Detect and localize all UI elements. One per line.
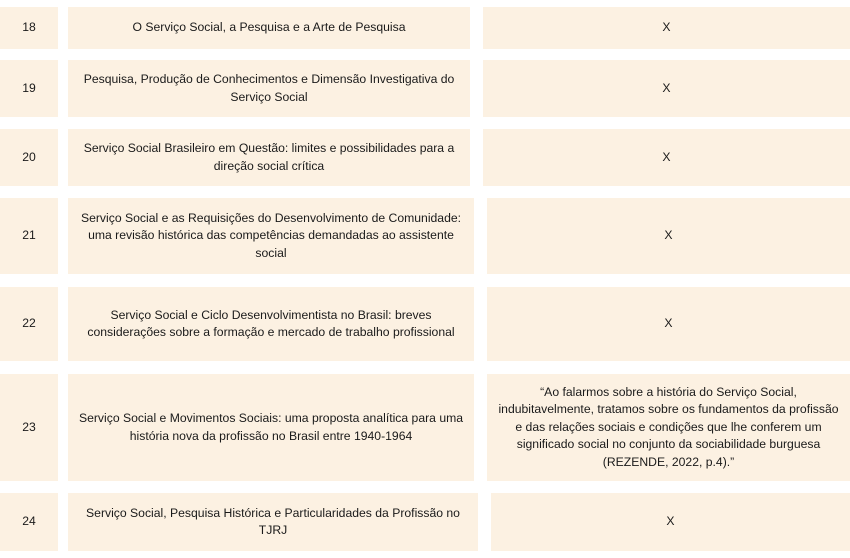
row-number: 18	[22, 20, 36, 35]
title-cell	[68, 374, 474, 481]
note-cell	[483, 60, 850, 117]
row-number-cell	[0, 7, 58, 49]
work-title: Serviço Social e as Requisições do Desenvolvimento de Comunidade: uma revisão histórica das competências demandadas ao assistente social	[80, 210, 462, 260]
row-number-cell	[0, 60, 58, 117]
work-note: X	[662, 20, 671, 35]
work-note: “Ao falarmos sobre a história do Serviço Social, indubitavelmente, tratamos sobre os fundamentos da profissão e das relações sociais e condições que lhe conferem um significado social no conjunto da sociabilidade burguesa (REZENDE, 2022, p.4).”	[498, 384, 839, 469]
title-cell	[68, 129, 470, 186]
row-number: 19	[22, 80, 36, 95]
work-title: Serviço Social e Movimentos Sociais: uma proposta analítica para uma história nova da profissão no Brasil entre 1940-1964	[78, 411, 464, 443]
title-cell	[68, 198, 474, 274]
work-title: Serviço Social Brasileiro em Questão: limites e possibilidades para a direção social crítica	[83, 141, 455, 173]
row-number: 24	[22, 514, 36, 529]
work-title: Serviço Social e Ciclo Desenvolvimentista no Brasil: breves considerações sobre a formação e mercado de trabalho profissional	[87, 307, 455, 339]
note-cell	[491, 493, 850, 551]
title-cell	[68, 60, 470, 117]
title-cell	[68, 493, 478, 551]
work-note: X	[662, 149, 671, 164]
row-number-cell	[0, 198, 58, 274]
row-number-cell	[0, 287, 58, 361]
work-title: Serviço Social, Pesquisa Histórica e Particularidades da Profissão no TJRJ	[86, 505, 460, 537]
row-number-cell	[0, 129, 58, 186]
note-cell	[487, 374, 850, 481]
title-cell	[68, 7, 470, 49]
work-title: Pesquisa, Produção de Conhecimentos e Dimensão Investigativa do Serviço Social	[83, 72, 455, 104]
work-title: O Serviço Social, a Pesquisa e a Arte de Pesquisa	[132, 20, 406, 35]
row-number-cell	[0, 374, 58, 481]
row-number-cell	[0, 493, 58, 551]
note-cell	[483, 129, 850, 186]
work-note: X	[662, 80, 671, 95]
row-number: 21	[22, 228, 36, 243]
row-number: 20	[22, 149, 36, 164]
note-cell	[487, 287, 850, 361]
note-cell	[483, 7, 850, 49]
work-note: X	[664, 228, 673, 243]
title-cell	[68, 287, 474, 361]
note-cell	[487, 198, 850, 274]
work-note: X	[666, 514, 675, 529]
row-number: 22	[22, 316, 36, 331]
work-note: X	[664, 316, 673, 331]
row-number: 23	[22, 419, 36, 434]
